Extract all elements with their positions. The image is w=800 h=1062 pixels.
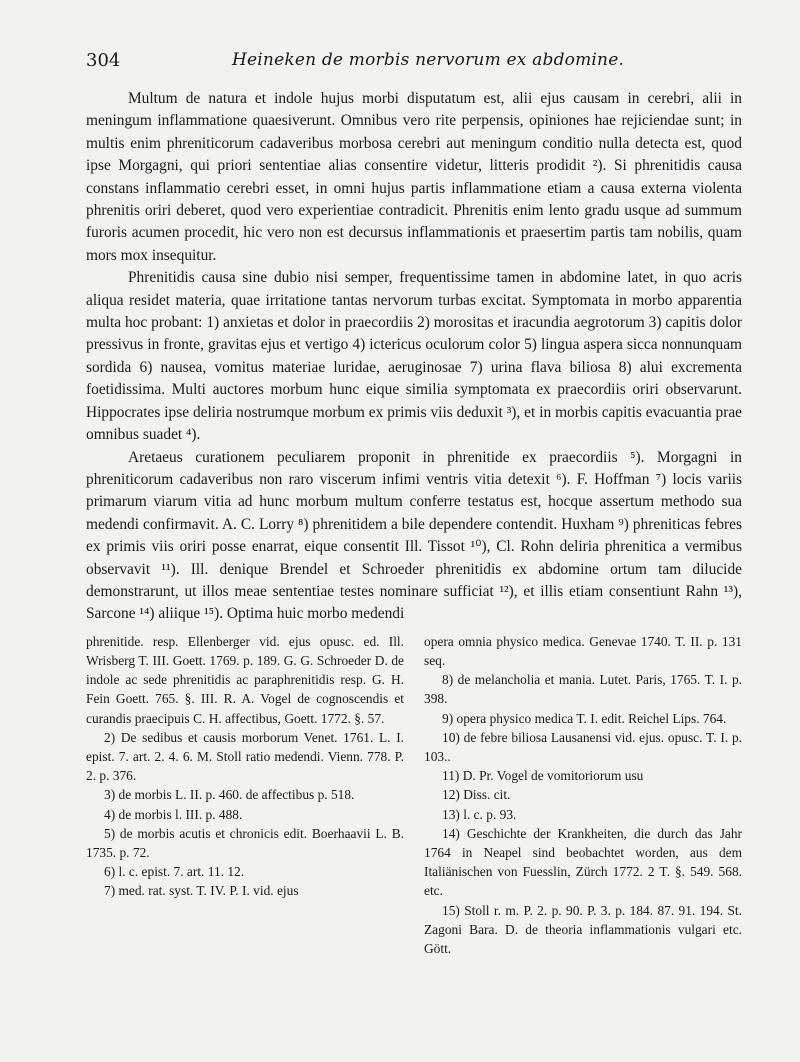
footnote: 13) l. c. p. 93. xyxy=(442,806,517,822)
footnote: 11) D. Pr. Vogel de vomitoriorum usu xyxy=(442,768,644,784)
main-text xyxy=(86,88,742,626)
footnote: opera omnia physico medica. Genevae 1740. T. II. p. 131 seq. xyxy=(424,633,742,668)
footnote: phrenitide. resp. Ellenberger vid. ejus opusc. ed. Ill. Wrisberg T. III. Goett. 1769. p. 189. G. G. Schroeder D. de indole ac sede phrenitidis ac paraphrenitidis resp. G. H. Fein Goett. 765. §. III. R. A. Vogel de cognoscendis et curandis praecipuis C. H. affectibus, Goett. 1772. §. 57. xyxy=(86,633,404,726)
footnote: 14) Geschichte der Krankheiten, die durch das Jahr 1764 in Neapel sind beobachtet worden, aus dem Italiänischen von Fuesslin, Zürch 1772. 2 T. §. 549. 568. etc. xyxy=(424,825,742,899)
paragraph-1: Multum de natura et indole hujus morbi disputatum est, alii ejus causam in cerebri, alii in meningum inflammatione quaesiverunt. Omnibus vero rite perpensis, opiniones hae rejiciendae sunt; in multis enim phreniticorum cadaveribus morbosa cerebri aut meningum conditio nulla detecta est, quod ipse Morgagni, qui priori sententiae alias consentire videtur, litteris prodidit ²). Si phrenitidis causa constans inflammatio cerebri esset, in omni hujus partis inflammatione etiam a causa externa violenta phrenitis oriri deberet, quod vero experientiae contradicit. Phrenitis enim lento gradu usque ad summum furoris acumen procedit, hic vero non est decursus inflammationis et praesertim partis tam nobilis, quam mors mox insequitur. xyxy=(86,90,742,264)
footnotes-right-column xyxy=(424,632,742,958)
paragraph-2: Phrenitidis causa sine dubio nisi semper, frequentissime tamen in abdomine latet, in quo acris aliqua residet materia, quae irritatione tantas nervorum turbas excitat. Symptomata in morbo apparentia multa hoc probant: 1) anxietas et dolor in praecordiis 2) morositas et iracundia aegrotorum 3) capitis dolor pressivus in fronte, gravitas ejus et vertigo 4) ictericus oculorum color 5) lingua aspera sicca nonnunquam sordida 6) nausea, vomitus materiae luridae, aeruginosae 7) urina flava biliosa 8) alui excrementa foetidissima. Multi auctores morbum hunc eique similia symptomata ex praecordiis oriri observarunt. Hippocrates ipse deliria nostrumque morbum ex primis viis deduxit ³), et in morbis capitis evacuantia prae omnibus suadet ⁴). xyxy=(86,269,742,444)
paragraph-3: Aretaeus curationem peculiarem proponit in phrenitide ex praecordiis ⁵). Morgagni in phreniticorum cadaveribus non raro viscerum infimi ventris vitia detexit ⁶). F. Hoffman ⁷) locis variis primarum viarum vitia ad hunc morbum multum conferre testatus est, hocque assertum methodo sua medendi confirmavit. A. C. Lorry ⁸) phrenitidem a bile dependere contendit. Huxham ⁹) phreniticas febres ex primis viis oriri posse enarrat, eique consentit Ill. Tissot ¹⁰), Cl. Rohn deliria phrenitica a vermibus observavit ¹¹). Ill. denique Brendel et Schroeder phrenitidis ex abdomine ortum tam dilucide demonstrarunt, ut illos meae sententiae testes nominare sufficiat ¹²), et illis etiam consentiunt Rahn ¹³), Sarcone ¹⁴) aliique ¹⁵). Optima huic morbo medendi xyxy=(86,448,742,623)
footnote: 2) De sedibus et causis morborum Venet. 1761. L. I. epist. 7. art. 2. 4. 6. M. Stoll ratio medendi. Vienn. 778. P. 2. p. 376. xyxy=(86,729,404,784)
footnote: 10) de febre biliosa Lausanensi vid. ejus. opusc. T. I. p. 103.. xyxy=(424,729,742,764)
running-title: Heineken de morbis nervorum ex abdomine. xyxy=(232,50,625,70)
footnote: 9) opera physico medica T. I. edit. Reichel Lips. 764. xyxy=(442,710,727,726)
footnote: 4) de morbis l. III. p. 488. xyxy=(104,806,243,822)
footnote: 6) l. c. epist. 7. art. 11. 12. xyxy=(104,864,245,880)
footnotes-left-column xyxy=(86,632,404,958)
page-header xyxy=(86,46,742,76)
footnote: 12) Diss. cit. xyxy=(442,787,511,803)
footnote: 8) de melancholia et mania. Lutet. Paris, 1765. T. I. p. 398. xyxy=(424,672,742,707)
page-number: 304 xyxy=(86,50,121,71)
footnote: 5) de morbis acutis et chronicis edit. Boerhaavii L. B. 1735. p. 72. xyxy=(86,825,404,860)
footnote: 15) Stoll r. m. P. 2. p. 90. P. 3. p. 184. 87. 91. 194. St. Zagoni Bara. D. de theoria inflammationis vulgari etc. Gött. xyxy=(424,902,742,956)
footnote: 3) de morbis L. II. p. 460. de affectibus p. 518. xyxy=(104,787,355,803)
footnotes xyxy=(86,632,742,958)
footnote: 7) med. rat. syst. T. IV. P. I. vid. ejus xyxy=(104,883,299,899)
